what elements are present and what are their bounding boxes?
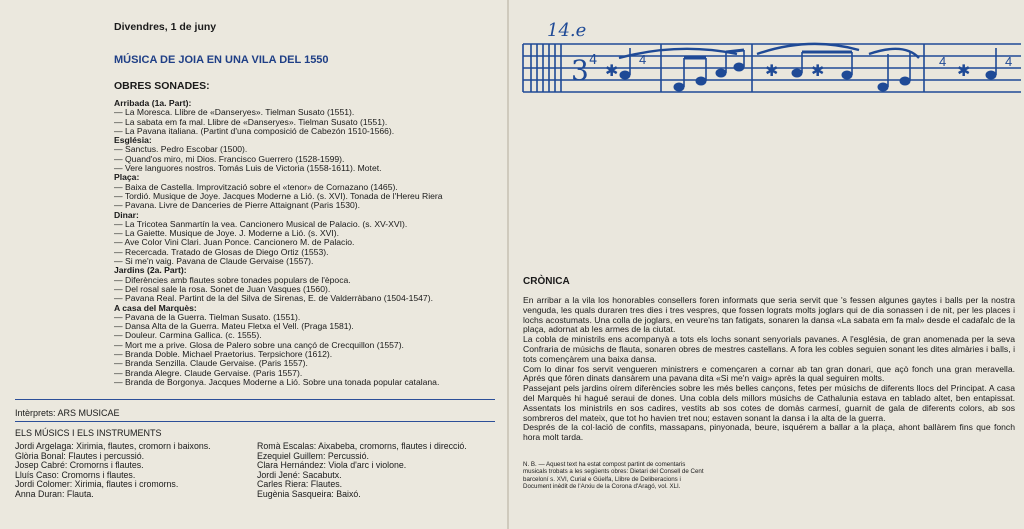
svg-text:✱: ✱ (765, 63, 779, 80)
program-item: — La Gaiette. Musique de Joye. J. Moderne a Lió. (s. XVI). (114, 228, 339, 239)
section-divider (15, 421, 495, 422)
musician-entry: Glòria Bonal: Flautes i percussió. (15, 450, 145, 461)
program-item: — Douleur. Carmina Gallica. (c. 1555). (114, 330, 262, 341)
svg-text:3: 3 (571, 54, 589, 87)
musicians-heading: ELS MÚSICS I ELS INSTRUMENTS (15, 428, 162, 438)
program-item: — Pavana. Livre de Danceries de Pierre Attaignant (Paris 1530). (114, 200, 361, 211)
footnote-line: musicals trobats a les següents obres: Dietari del Consell de Cent (523, 468, 704, 476)
program-section-label: Jardins (2a. Part): (114, 265, 187, 276)
footnote (523, 461, 823, 491)
musician-entry: Jordi Colomer: Xirimia, flautes i cromorns. (15, 479, 179, 490)
cronica-paragraph: Després de la col·lació de confits, massapans, pinyonada, beure, isquérem a ballar a la plaça, ahont ballàrem fins que fonch hora molt tarda. (523, 422, 1015, 443)
program-item: — La Moresca. Llibre de «Danseryes». Tielman Susato (1551). (114, 107, 355, 118)
program-item: — Sanctus. Pedro Escobar (1500). (114, 144, 248, 155)
concert-date: Divendres, 1 de juny (114, 21, 217, 33)
program-item: — Vere languores nostros. Tomás Luis de Victoria (1558-1611). Motet. (114, 163, 382, 174)
program-item: — Baixa de Castella. Improvització sobre el «tenor» de Cornazano (1465). (114, 181, 398, 192)
program-section-label: A casa del Marquès: (114, 302, 197, 313)
concert-title: MÚSICA DE JOIA EN UNA VILA DEL 1550 (114, 54, 329, 66)
program-section-label: Dinar: (114, 209, 139, 220)
svg-text:4: 4 (1005, 54, 1013, 69)
program-item: — Del rosal sale la rosa. Sonet de Juan Vasques (1560). (114, 283, 331, 294)
svg-text:✱: ✱ (957, 63, 971, 80)
musician-entry: Anna Duran: Flauta. (15, 488, 94, 499)
program-item: — La Pavana italiana. (Partint d'una composició de Cabezón 1510-1566). (114, 125, 395, 136)
program-item: — Quand'os miro, mi Dios. Francisco Guerrero (1528-1599). (114, 153, 345, 164)
musicians-column-left (15, 442, 211, 500)
program-item: — Pavana Real. Partint de la del Silva de Sirenas, E. de Valderràbano (1504-1547). (114, 293, 433, 304)
section-divider (15, 399, 495, 400)
svg-text:✱: ✱ (605, 63, 619, 80)
musician-entry: Eugènia Sasqueira: Baixó. (257, 488, 361, 499)
cronica-heading: CRÒNICA (523, 276, 570, 287)
program-item: — Branda Senzilla. Claude Gervaise. (Paris 1557). (114, 358, 308, 369)
cronica-paragraph: Passejant pels jardins oírem diferències sobre les més belles cançons, fetes per músichs de diferents llocs del Principat. A casa del Marquès hi hagué seraui de dones. Una cobla dels millors músichs de Cathalunia estava en tablado altet, ben entapissat. Assentats los ministrils en sos cadires, vestits ab sos cotes de domàs carmesí, guarnit de gala de diferents colors, ab sos sombreros del mateix, que tot ho havien tret nou; estaven sonant la dansa i la alta de la guerra. (523, 383, 1015, 423)
program-section-label: Plaça: (114, 172, 140, 183)
musician-entry: Josep Cabré: Cromorns i flautes. (15, 460, 144, 471)
program-item: — Diferències amb flautes sobre tonades populars de l'època. (114, 274, 351, 285)
musician-entry: Ezequiel Guillem: Percussió. (257, 450, 369, 461)
musician-entry: Lluís Caso: Cromorns i flautes. (15, 469, 136, 480)
musician-entry: Jordi Jené: Sacabutx. (257, 469, 342, 480)
program-section-label: Església: (114, 135, 152, 146)
program-item: — Dansa Alta de la Guerra. Mateu Fletxa el Vell. (Praga 1581). (114, 321, 354, 332)
program-item: — Ave Color Vini Clari. Juan Ponce. Cancionero M. de Palacio. (114, 237, 355, 248)
musician-entry: Jordi Argelaga: Xirimia, flautes, cromorn i baixons. (15, 441, 211, 451)
program-item: — Branda Alegre. Claude Gervaise. (Paris 1557). (114, 367, 303, 378)
program-section-label: Arribada (1a. Part): (114, 98, 192, 108)
cronica-paragraph: En arribar a la vila los honorables consellers foren informats que seria servit que 's fessen algunes gaytes i balls per la nostra venguda, les quals duraren tres dies i tres vespres, que fossen lograts molts joglars qui de dia sonassen i de nit, per les places i lochs acostumats. Una colla de joglars, en veure'ns tan fatigats, sonaren la dansa «La sabata em fa mal» desde el cadafalc de la plaça, adornat ab les armes de la ciutat. (523, 295, 1015, 335)
program-item: — Tordió. Musique de Joye. Jacques Moderne a Lió. (s. XVI). Tonada de l'Hereu Riera (114, 190, 443, 201)
program-item: — Branda Doble. Michael Praetorius. Terpsichore (1612). (114, 349, 333, 360)
score-marking: 14.e (547, 20, 587, 41)
program-item: — La sabata em fa mal. Llibre de «Danseryes». Tielman Susato (1551). (114, 116, 388, 127)
cronica-paragraph: Com lo dinar fos servit vengueren ministrers e començaren a cornar ab tan gran donari, que açò fonch una gran meravella. Aprés que fóren dinats dansàrem una pavana dita «Si me'n vaig» après la qual seguiren molts. (523, 363, 1015, 384)
footnote-line: N. B. — Aquest text ha estat compost partint de comentaris (523, 461, 686, 468)
interpreters-line: Intèrprets: ARS MUSICAE (15, 408, 120, 418)
cronica-paragraph: La cobla de ministrils ens acompanyà a tots els lochs sonant senyorials pavanes. A l'església, de gran anomenada per la seva Confraria de músichs de flauta, sonaren obres de mestres castellans. A fora les cobles seguien sonant les dites almàries i balls, i tots començàrem una baixa dansa. (523, 334, 1015, 364)
program-item: — Pavana de la Guerra. Tielman Susato. (1551). (114, 311, 301, 322)
footnote-line: barceloní s. XVI, Curial e Güelfa, Llibre de Deliberacions i (523, 475, 681, 483)
score-image (509, 14, 1024, 114)
music-score (509, 14, 1024, 114)
program-item: — La Tricotea Sanmartín la vea. Cancionero Musical de Palacio. (s. XV-XVI). (114, 218, 408, 229)
musician-entry: Clara Hernández: Viola d'arc i violone. (257, 460, 407, 471)
right-page (509, 0, 1024, 529)
musicians-column-right (257, 442, 467, 500)
left-page (0, 0, 507, 529)
program-item: — Mort me a prive. Glosa de Palero sobre una cançó de Crecquillon (1557). (114, 339, 404, 350)
cronica-text (523, 296, 1015, 443)
svg-text:✱: ✱ (811, 63, 825, 80)
program-item: — Si me'n vaig. Pavana de Claude Gervaise (1557). (114, 256, 314, 267)
musician-entry: Romà Escalas: Aixabeba, cromorns, flautes i direcció. (257, 441, 467, 451)
footnote-line: Document inèdit de l'Arxiu de la Corona d'Aragó, vol. XLI. (523, 483, 681, 491)
program-heading: OBRES SONADES: (114, 80, 210, 92)
program-item: — Recercada. Tratado de Glosas de Diego Ortiz (1553). (114, 246, 329, 257)
svg-text:4: 4 (939, 54, 947, 69)
musician-entry: Carles Riera: Flautes. (257, 479, 343, 490)
svg-text:4: 4 (589, 53, 598, 68)
program-item: — Branda de Borgonya. Jacques Moderne a Lió. Sobre una tonada popular catalana. (114, 376, 440, 387)
svg-text:4: 4 (639, 52, 647, 67)
program-list (114, 99, 504, 387)
